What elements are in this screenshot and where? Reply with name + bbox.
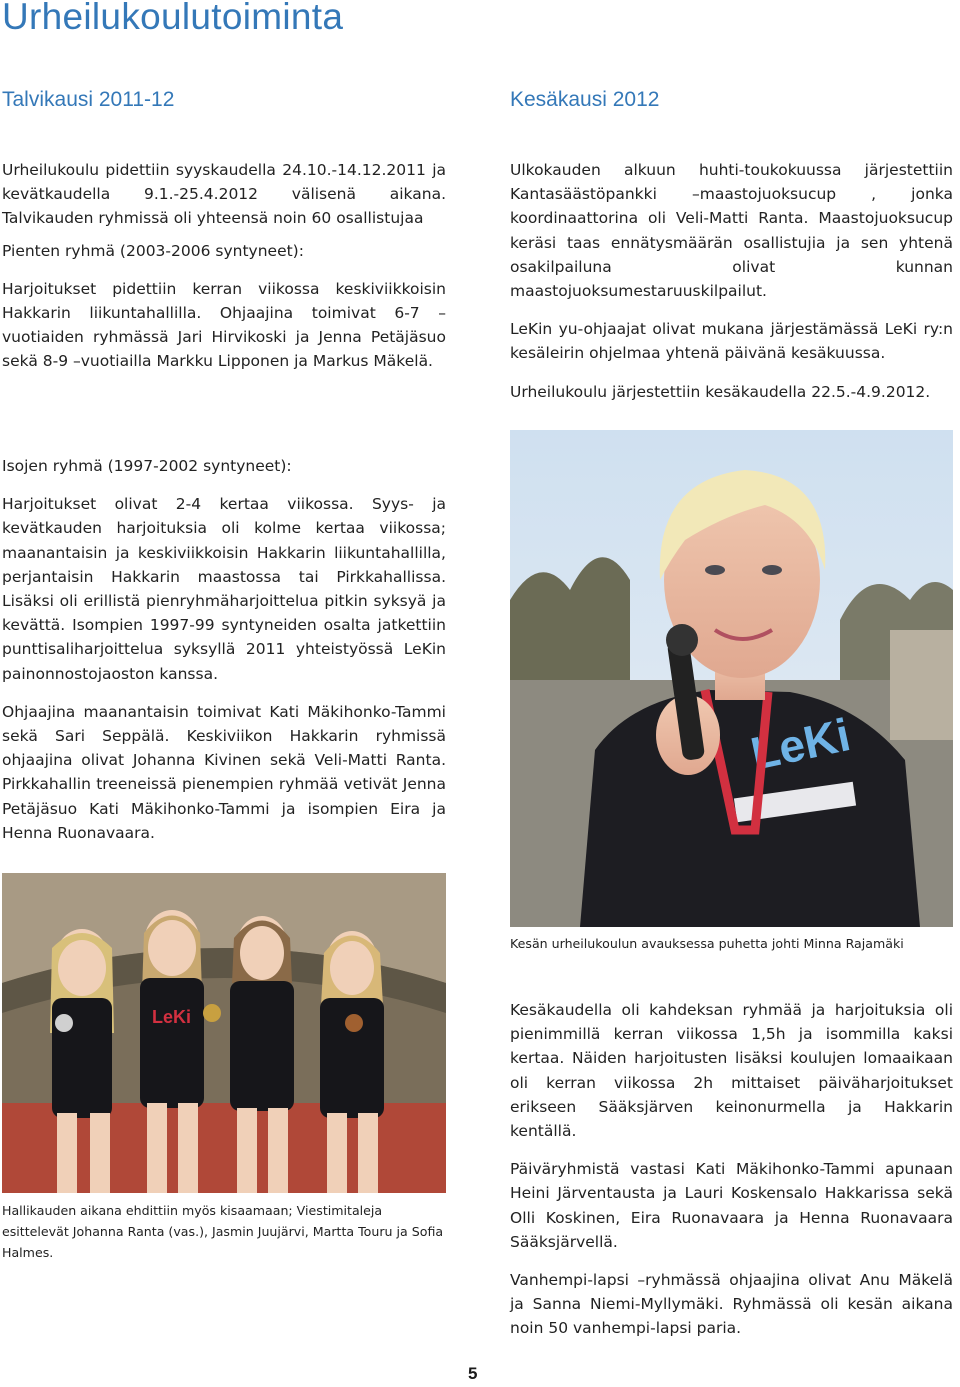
- shirt-logo: LeKi: [746, 708, 855, 780]
- winter-paragraph-6: Ohjaajina maanantaisin toimivat Kati Mäkihonko-Tammi sekä Sari Seppälä. Keskiviikon Hakkarin ryhmissä ohjaajina olivat Johanna Kivinen sekä Veli-Matti Ranta. Pirkkahallin treeneissä pienempien ryhmää vetivät Jenna Petäjäsuo Kati Mäkihonko-Tammi ja isompien Eira ja Henna Ruonavaara.: [2, 702, 446, 842]
- summer-paragraph-4: Kesäkaudella oli kahdeksan ryhmää ja harjoituksia oli pienimmillä kerran viikossa 1,5h ja isommilla kaksi kertaa. Näiden harjoitusten lisäksi koulujen lomaaikaan oli kerran viikossa 2h mittaiset päiväharjoitukset erikseen Sääksjärven keinonurmella ja Hakkarin kentällä.: [510, 1001, 953, 1141]
- winter-text-bottom: [2, 454, 446, 853]
- girls-caption: Hallikauden aikana ehdittiin myös kisaamaan; Viestimitaleja esittelevät Johanna Ranta (vas.), Jasmin Juujärvi, Martta Touru ja Sofia Halmes.: [2, 1203, 444, 1260]
- girl-shirt-logo: LeKi: [152, 1007, 192, 1027]
- winter-paragraph-3: Harjoitukset pidettiin kerran viikossa keskiviikkoisin Hakkarin liikuntahallilla. Ohjaajina toimivat 6-7 –vuotiaiden ryhmässä Jari Hirvikoski ja Jenna Petäjäsuo sekä 8-9 –vuotiailla Markku Lipponen ja Markus Mäkelä.: [2, 279, 446, 371]
- summer-heading: Kesäkausi 2012: [510, 88, 660, 111]
- summer-paragraph-3: Urheilukoulu järjestettiin kesäkaudella 22.5.-4.9.2012.: [510, 382, 931, 401]
- speaker-photo: [510, 430, 953, 927]
- winter-heading: Talvikausi 2011-12: [2, 88, 175, 111]
- winter-small-group-heading: Pienten ryhmä (2003-2006 syntyneet):: [2, 241, 304, 260]
- winter-paragraph-1: Urheilukoulu pidettiin syyskaudella 24.10.-14.12.2011 ja kevätkaudella 9.1.-25.4.2012 välisenä aikana. Talvikauden ryhmissä oli yhteensä noin 60 osallistujaa: [2, 161, 446, 228]
- winter-paragraph-5: Harjoitukset olivat 2-4 kertaa viikossa. Syys- ja kevätkauden harjoituksia oli kolme kertaa viikossa; maanantaisin ja keskiviikkoisin Hakkarin liikuntahallilla, perjantaisin Hakkarin maastossa tai Pirkkahallissa. Lisäksi oli erillistä pienryhmäharjoittelua pitkin syksyä ja kevättä. Isompien 1997-99 syntyneiden osalta jatkettiin punttisaliharjoittelua syksyllä 2011 yhteistyössä LeKin painonnostojaoston kanssa.: [2, 495, 446, 683]
- page-title: Urheilukoulutoiminta: [2, 0, 344, 37]
- summer-text-bottom: [510, 998, 953, 1349]
- speaker-caption: Kesän urheilukoulun avauksessa puhetta johti Minna Rajamäki: [510, 936, 904, 951]
- winter-text-top: [2, 158, 446, 382]
- summer-text-top: [510, 158, 953, 412]
- summer-paragraph-1: Ulkokauden alkuun huhti-toukokuussa järjestettiin Kantasäästöpankki –maastojuoksucup , jonka koordinaattorina oli Veli-Matti Ranta. Maastojuoksucup keräsi taas ennätysmäärän osallistujia ja sen yhtenä osakilpailuna olivat kunnan maastojuoksumestaruuskilpailut.: [510, 161, 953, 301]
- summer-paragraph-2: LeKin yu-ohjaajat olivat mukana järjestämässä LeKi ry:n kesäleirin ohjelmaa yhtenä päivänä kesäkuussa.: [510, 320, 953, 363]
- speaker-photo-illustration: [510, 430, 953, 927]
- summer-paragraph-6: Vanhempi-lapsi –ryhmässä ohjaajina olivat Anu Mäkelä ja Sanna Niemi-Myllymäki. Ryhmässä oli kesän aikana noin 50 vanhempi-lapsi paria.: [510, 1271, 953, 1338]
- winter-big-group-heading: Isojen ryhmä (1997-2002 syntyneet):: [2, 457, 292, 475]
- girls-photo: [2, 873, 446, 1193]
- girls-photo-illustration: [2, 873, 446, 1193]
- summer-paragraph-5: Päiväryhmistä vastasi Kati Mäkihonko-Tammi apunaan Heini Järventausta ja Lauri Koskensalo Hakkarissa sekä Olli Koskinen, Eira Ruonavaara ja Henna Ruonavaara Sääksjärvellä.: [510, 1160, 953, 1251]
- page-number: 5: [468, 1364, 478, 1383]
